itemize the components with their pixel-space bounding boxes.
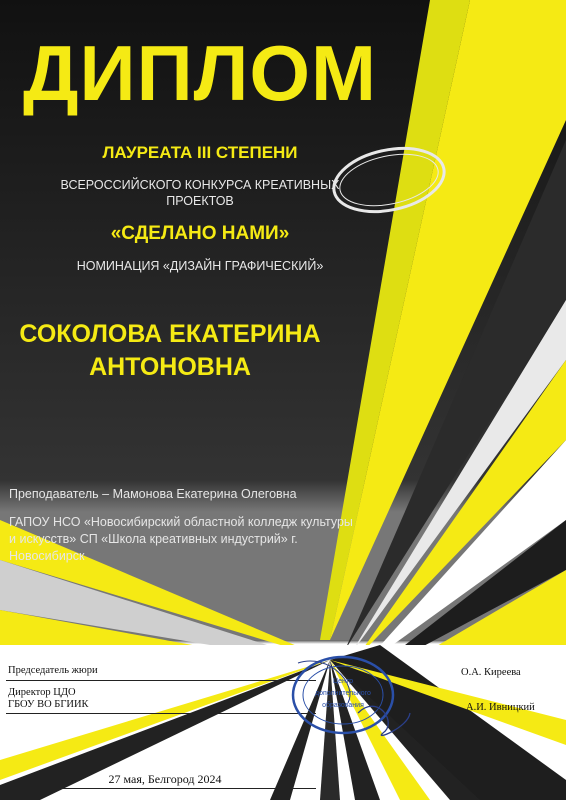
chair-name: О.А. Киреева <box>461 667 521 678</box>
official-seal <box>288 653 413 743</box>
director-role-line-2: ГБОУ ВО БГИИК <box>8 699 89 710</box>
footer-line <box>6 788 316 789</box>
recipient-name <box>0 318 340 384</box>
director-signature-line <box>6 713 316 714</box>
svg-text:дополнительного: дополнительного <box>315 690 371 697</box>
chair-signature-line <box>6 680 316 681</box>
contest-line-1: ВСЕРОССИЙСКОГО КОНКУРСА КРЕАТИВНЫХ <box>60 178 340 192</box>
diploma-title: ДИПЛОМ <box>22 29 378 117</box>
nomination: НОМИНАЦИЯ «ДИЗАЙН ГРАФИЧЕСКИЙ» <box>76 259 324 273</box>
svg-text:Центр: Центр <box>332 678 354 685</box>
project-name: «СДЕЛАНО НАМИ» <box>110 223 290 244</box>
director-name: А.И. Ивницкий <box>466 702 535 713</box>
institution-text: ГАПОУ НСО «Новосибирский областной колледж культуры и искусств» СП «Школа креативных индустрий» г. Новосибирск <box>9 515 353 563</box>
laureate-degree: ЛАУРЕАТА III СТЕПЕНИ <box>102 143 298 162</box>
director-role <box>8 687 89 711</box>
contest-name <box>15 177 385 209</box>
chair-role: Председатель жюри <box>8 665 98 676</box>
issue-date: 27 мая, Белгород 2024 <box>108 772 222 786</box>
contest-line-2: ПРОЕКТОВ <box>166 194 234 208</box>
teacher-line: Преподаватель – Мамонова Екатерина Олеговна <box>9 487 297 501</box>
recipient-name-line-1: СОКОЛОВА ЕКАТЕРИНА <box>19 320 321 348</box>
recipient-name-line-2: АНТОНОВНА <box>89 353 251 381</box>
director-role-line-1: Директор ЦДО <box>8 687 76 698</box>
svg-text:образования: образования <box>322 702 364 709</box>
